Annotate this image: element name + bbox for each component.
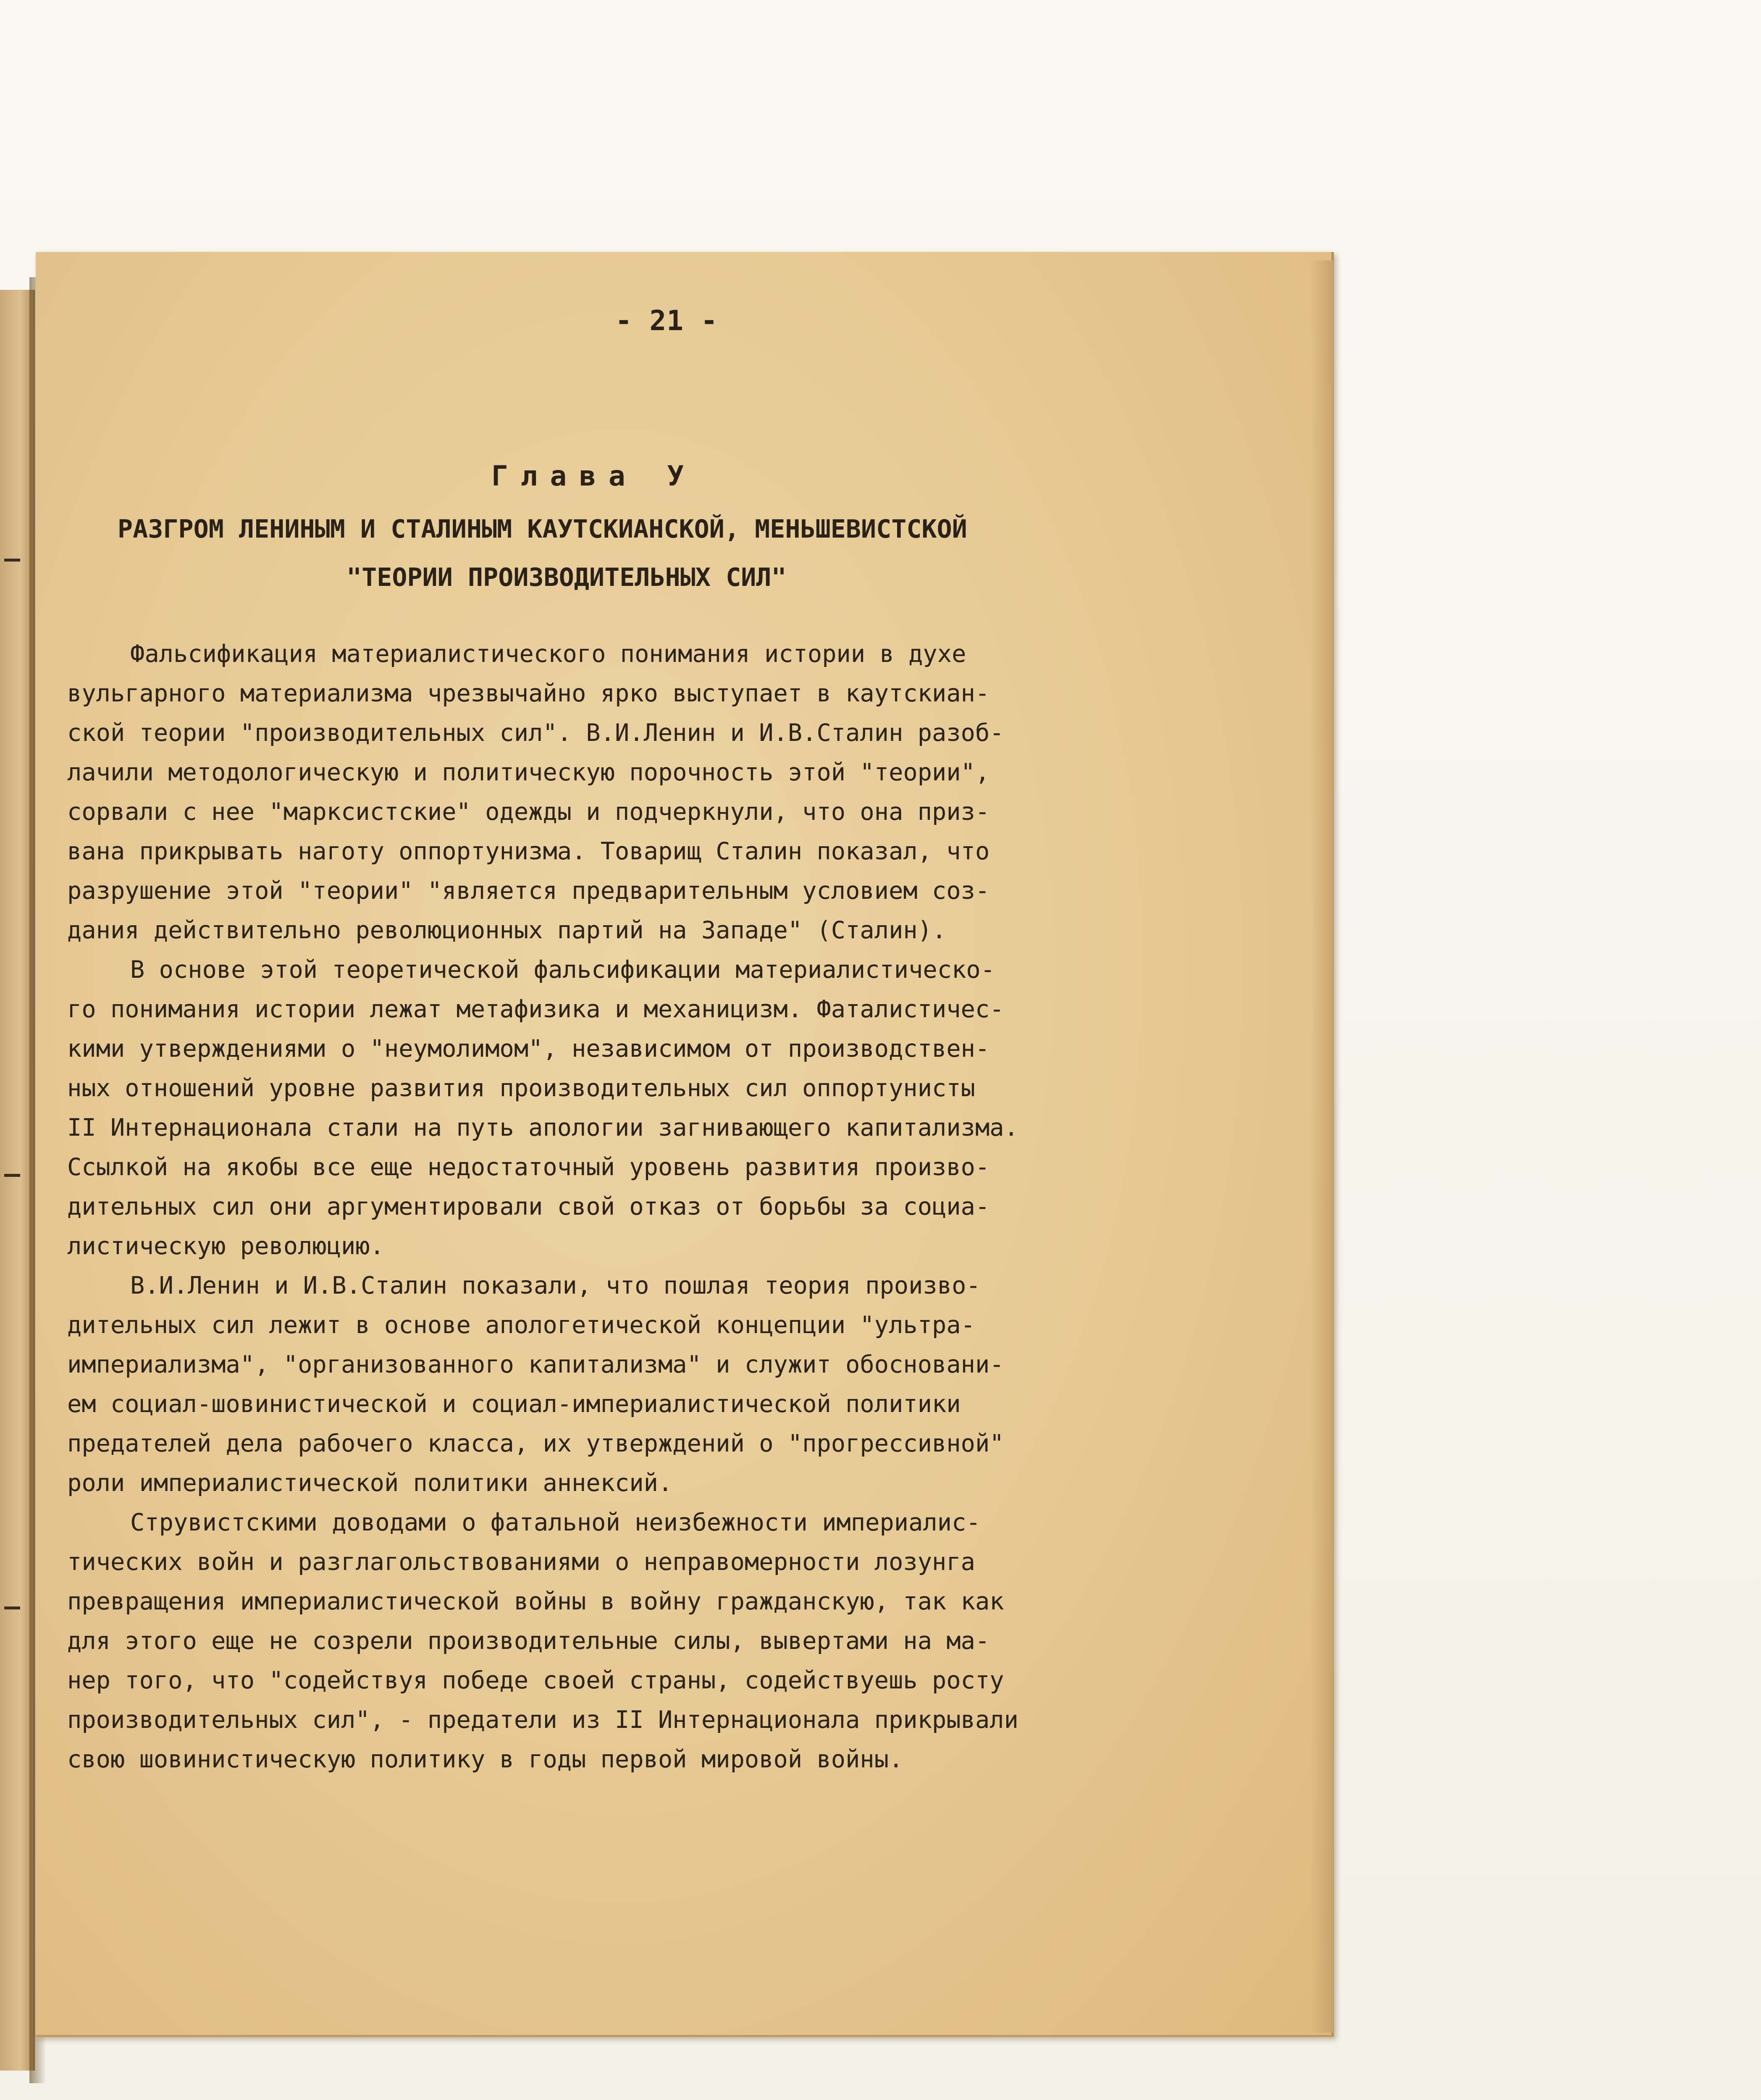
body-text-line: кими утверждениями о "неумолимом", независимом от производствен-: [67, 1035, 990, 1063]
body-text-line: В.И.Ленин и И.В.Сталин показали, что пошлая теория произво-: [130, 1272, 981, 1299]
body-text-line: ных отношений уровне развития производительных сил оппортунисты: [67, 1074, 975, 1102]
body-text-line: В основе этой теоретической фальсификации материалистическо-: [130, 956, 995, 984]
body-text-line: Струвистскими доводами о фатальной неизбежности империалис-: [130, 1509, 981, 1536]
body-text-line: империализма", "организованного капитализма" и служит обосновани-: [67, 1351, 1004, 1378]
body-text-line: разрушение этой "теории" "является предварительным условием соз-: [67, 877, 990, 905]
chapter-title-line: РАЗГРОМ ЛЕНИНЫМ И СТАЛИНЫМ КАУТСКИАНСКОЙ, МЕНЬШЕВИСТСКОЙ: [118, 514, 967, 544]
page-number: - 21 -: [615, 304, 718, 337]
edge-mark: [4, 1174, 20, 1177]
body-text-line: свою шовинистическую политику в годы первой мировой войны.: [67, 1746, 903, 1773]
body-text-line: го понимания истории лежат метафизика и механицизм. Фаталистичес-: [67, 995, 1004, 1023]
body-text-line: сорвали с нее "марксистские" одежды и подчеркнули, что она приз-: [67, 798, 990, 826]
body-text-line: Ссылкой на якобы все еще недостаточный уровень развития произво-: [67, 1153, 990, 1181]
body-text-line: дания действительно революционных партий на Западе" (Сталин).: [67, 916, 947, 944]
page-edge-right: [1310, 260, 1333, 2033]
body-text-line: вульгарного материализма чрезвычайно ярко выступает в каутскиан-: [67, 680, 990, 707]
body-text-line: вана прикрывать наготу оппортунизма. Товарищ Сталин показал, что: [67, 837, 990, 865]
body-text-line: II Интернационала стали на путь апологии загнивающего капитализма.: [67, 1114, 1018, 1142]
body-text-line: производительных сил", - предатели из II Интернационала прикрывали: [67, 1706, 1018, 1734]
body-text: [67, 634, 1210, 1779]
edge-mark: [4, 559, 20, 562]
chapter-title-line: "ТЕОРИИ ПРОИЗВОДИТЕЛЬНЫХ СИЛ": [346, 563, 787, 592]
body-text-line: ем социал-шовинистической и социал-империалистической политики: [67, 1390, 961, 1418]
body-text-line: Фальсификация материалистического понимания истории в духе: [130, 640, 966, 668]
body-text-line: предателей дела рабочего класса, их утверждений о "прогрессивной": [67, 1430, 1004, 1457]
body-text-line: дительных сил они аргументировали свой отказ от борьбы за социа-: [67, 1193, 990, 1221]
body-text-line: роли империалистической политики аннексий.: [67, 1469, 673, 1497]
body-text-line: дительных сил лежит в основе апологетической концепции "ультра-: [67, 1311, 975, 1339]
chapter-heading: Глава У: [491, 460, 697, 492]
body-text-line: превращения империалистической войны в войну гражданскую, так как: [67, 1588, 1004, 1615]
edge-mark: [4, 1606, 20, 1609]
body-text-line: для этого еще не созрели производительные силы, вывертами на ма-: [67, 1627, 990, 1655]
body-text-line: тических войн и разглагольствованиями о неправомерности лозунга: [67, 1548, 975, 1576]
body-text-line: ской теории "производительных сил". В.И.Ленин и И.В.Сталин разоб-: [67, 719, 1004, 747]
body-text-line: нер того, что "содействуя победе своей страны, содействуешь росту: [67, 1667, 1004, 1694]
body-text-line: листическую революцию.: [67, 1232, 384, 1260]
body-text-line: лачили методологическую и политическую порочность этой "теории",: [67, 759, 990, 786]
